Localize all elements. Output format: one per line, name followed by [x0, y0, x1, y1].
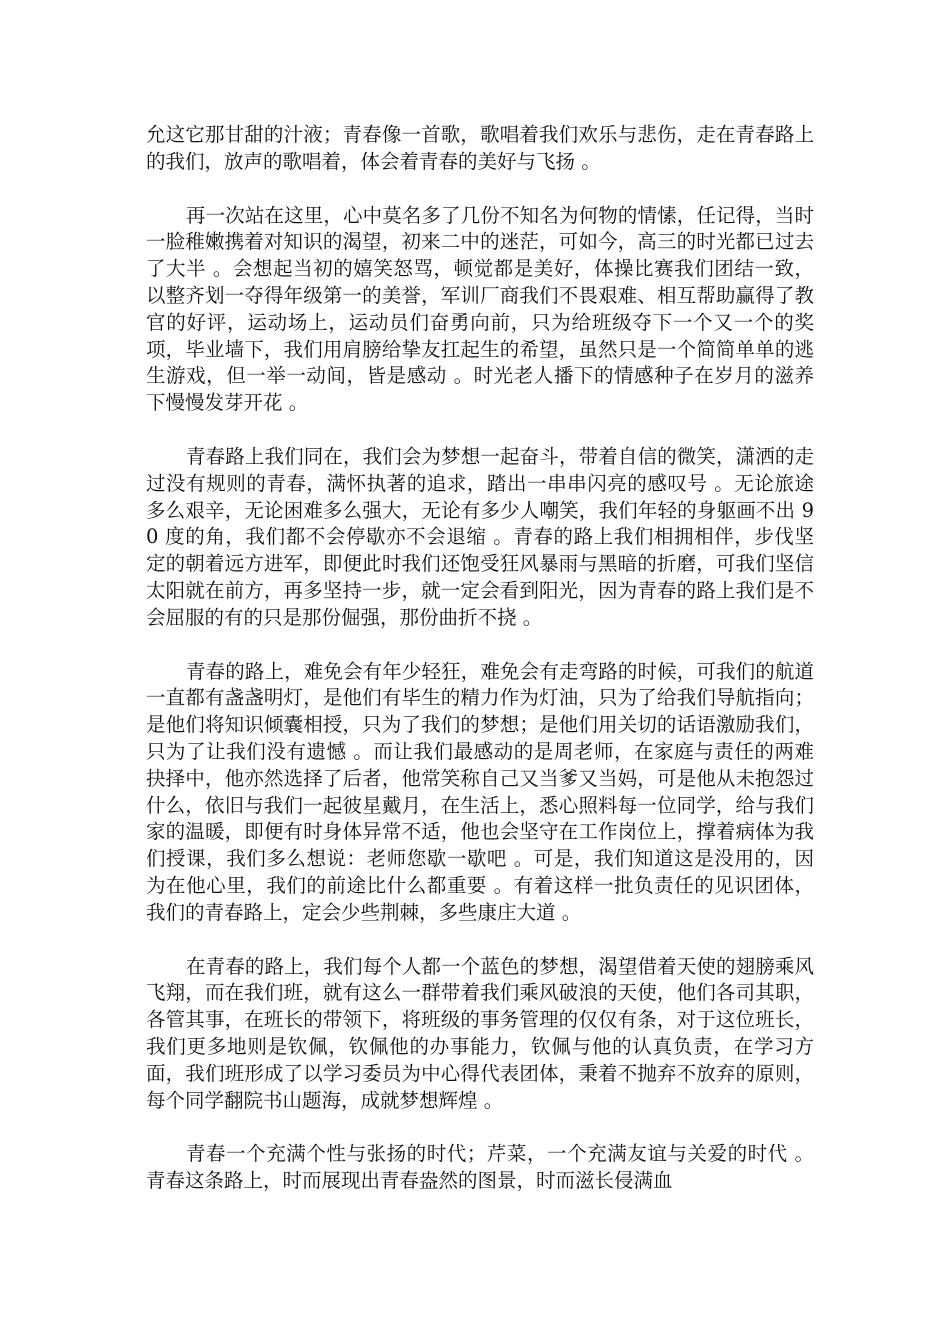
document-body — [146, 122, 814, 1222]
paragraph-6: 青春一个充满个性与张扬的时代；芹菜，一个充满友谊与关爱的时代 。青春这条路上，时而展现出青春盎然的图景，时而滋长侵满血 — [146, 1142, 814, 1193]
paragraph-4: 青春的路上，难免会有年少轻狂，难免会有走弯路的时候，可我们的航道一直都有盏盏明灯，是他们有毕生的精力作为灯油，只为了给我们导航指向；是他们将知识倾囊相授，只为了我们的梦想；是他们用关切的话语激励我们，只为了让我们没有遗憾 。而让我们最感动的是周老师，在家庭与责任的两难抉择中，他亦然选择了后者，他常笑称自己又当爹又当妈，可是他从未抱怨过什么，依旧与我们一起彼星戴月，在生活上，悉心照料每一位同学，给与我们家的温暖，即便有时身体异常不适，他也会坚守在工作岗位上，撑着病体为我们授课，我们多么想说：老师您歇一歇吧 。可是，我们知道这是没用的，因为在他心里，我们的前途比什么都重要 。有着这样一批负责任的见识团体，我们的青春路上，定会少些荆棘，多些康庄大道 。 — [146, 659, 814, 924]
paragraph-1: 允这它那甘甜的汁液；青春像一首歌，歌唱着我们欢乐与悲伤，走在青春路上的我们，放声的歌唱着，体会着青春的美好与飞扬 。 — [146, 123, 814, 173]
paragraph-5: 在青春的路上，我们每个人都一个蓝色的梦想，渴望借着天使的翅膀乘风飞翔，而在我们班，就有这么一群带着我们乘风破浪的天使，他们各司其职，各管其事，在班长的带领下，将班级的事务管理的仅仅有条，对于这位班长，我们更多地则是钦佩，钦佩他的办事能力，钦佩与他的认真负责，在学习方面，我们班形成了以学习委员为中心得代表团体，秉着不抛弃不放弃的原则，每个同学翻院书山题海，成就梦想辉煌 。 — [146, 954, 814, 1112]
paragraph-3: 青春路上我们同在，我们会为梦想一起奋斗，带着自信的微笑，潇洒的走过没有规则的青春，满怀执著的追求，踏出一串串闪亮的感叹号 。无论旅途多么艰辛，无论困难多么强大，无论有多少人嘲笑，我们年轻的身躯画不出 90 度的角，我们都不会停歇亦不会退缩 。青春的路上我们相拥相伴，步伐坚定的朝着远方进军，即便此时我们还饱受狂风暴雨与黑暗的折磨，可我们坚信太阳就在前方，再多坚持一步，就一定会看到阳光，因为青春的路上我们是不会屈服的有的只是那份倔强，那份曲折不挠 。 — [146, 444, 814, 629]
paragraph-2: 再一次站在这里，心中莫名多了几份不知名为何物的情愫，任记得，当时一脸稚嫩携着对知识的渴望，初来二中的迷茫，可如今，高三的时光都已过去了大半 。会想起当初的嬉笑怒骂，顿觉都是美好，体操比赛我们团结一致，以整齐划一夺得年级第一的美誉，军训厂商我们不畏艰难、相互帮助赢得了教官的好评，运动场上，运动员们奋勇向前，只为给班级夺下一个又一个的奖项，毕业墙下，我们用肩膀给挚友扛起生的希望，虽然只是一个简简单单的逃生游戏，但一举一动间，皆是感动 。时光老人播下的情感种子在岁月的滋养下慢慢发芽开花 。 — [146, 203, 814, 415]
